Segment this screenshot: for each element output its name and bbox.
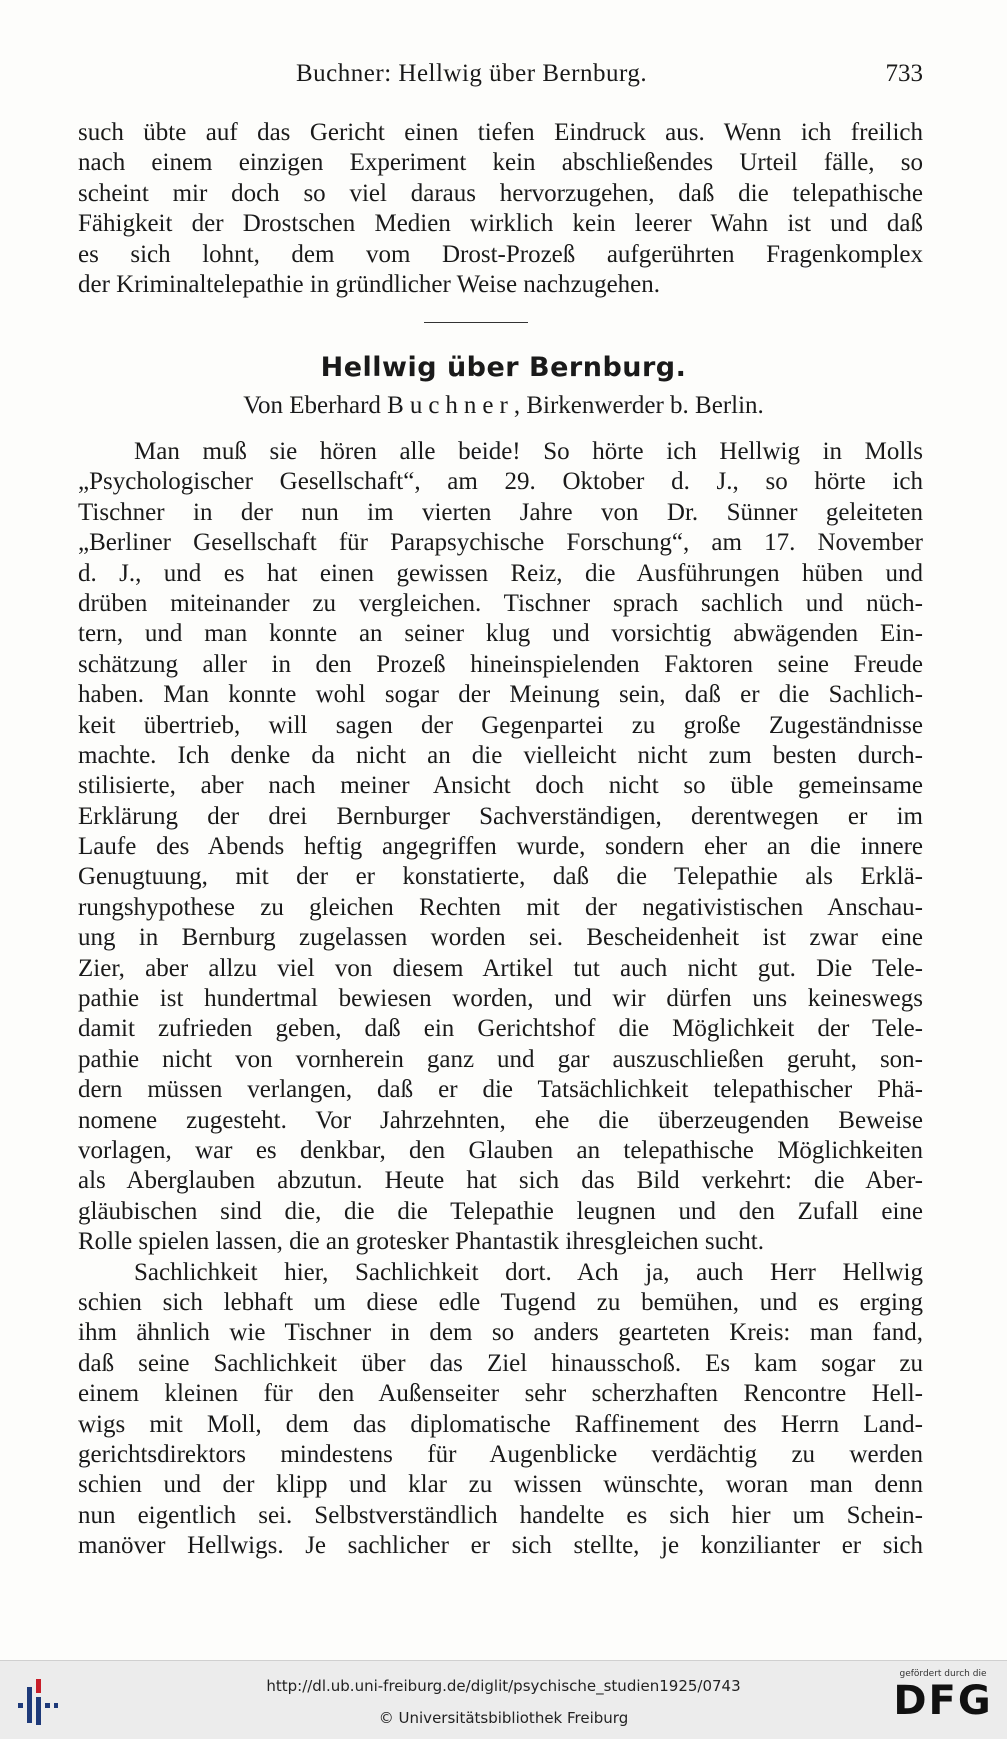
text-line: d. J., und es hat einen gewissen Reiz, die Ausführungen hüben und (78, 559, 923, 587)
text-line: pathie ist hundertmal bewiesen worden, und wir dürfen uns keineswegs (78, 985, 923, 1013)
text-line: Genugtuung, mit der er konstatierte, daß die Telepathie als Erklä- (78, 863, 923, 891)
text-line: vorlagen, war es denkbar, den Glauben an telepathische Möglichkeiten (78, 1136, 923, 1164)
byline-suffix: , Birkenwerder b. Berlin. (513, 392, 764, 419)
text-line: der Kriminaltelepathie in gründlicher Weise nachzugehen. (78, 270, 661, 298)
viewer-footer (0, 1660, 1007, 1739)
text-line: dern müssen verlangen, daß er die Tatsächlichkeit telepathischer Phä- (78, 1076, 923, 1104)
text-line: schien und der klipp und klar zu wissen wünschte, woran man denn (78, 1471, 923, 1499)
text-line: tern, und man konnte an seiner klug und vorsichtig abwägenden Ein- (78, 620, 923, 648)
text-line: es sich lohnt, dem vom Drost-Prozeß aufgerührten Fragenkomplex (78, 240, 923, 268)
text-line: Fähigkeit der Drostschen Medien wirklich kein leerer Wahn ist und daß (78, 210, 923, 238)
byline-prefix: Von Eberhard (243, 392, 381, 419)
text-line: rungshypothese zu gleichen Rechten mit der negativistischen Anschau- (78, 893, 923, 921)
text-line: damit zufrieden geben, daß ein Gerichtshof die Möglichkeit der Tele- (78, 1015, 923, 1043)
text-line: „Berliner Gesellschaft für Parapsychische Forschung“, am 17. November (78, 529, 923, 557)
article-title: Hellwig über Bernburg. (320, 352, 687, 383)
text-line: schien sich lebhaft um diese edle Tugend zu bemühen, und es erging (78, 1288, 923, 1316)
text-line: wigs mit Moll, dem das diplomatische Raffinement des Herrn Land- (78, 1410, 923, 1438)
intro-paragraph (78, 118, 923, 300)
page-number: 733 (885, 60, 923, 87)
permalink-url[interactable]: http://dl.ub.uni-freiburg.de/diglit/psychische_studien1925/0743 (266, 1677, 741, 1695)
text-line: pathie nicht von vornherein ganz und gar auszuschließen geruht, son- (78, 1045, 923, 1073)
text-line: schätzung aller in den Prozeß hineinspielenden Faktoren seine Freude (78, 650, 923, 678)
running-title: Buchner: Hellwig über Bernburg. (296, 60, 648, 87)
text-line: gerichtsdirektors mindestens für Augenblicke verdächtig zu werden (78, 1440, 923, 1468)
text-line: scheint mir doch so viel daraus hervorzugehen, daß die telepathische (78, 179, 923, 207)
dfg-logo-text: DFG (893, 1678, 993, 1724)
text-line: Sachlichkeit hier, Sachlichkeit dort. Ach ja, auch Herr Hellwig (134, 1258, 923, 1286)
running-head (0, 60, 1007, 96)
text-line: Erklärung der drei Bernburger Sachverständigen, derentwegen er im (78, 802, 923, 830)
text-line: Laufe des Abends heftig angegriffen wurde, sondern eher an die innere (78, 833, 923, 861)
section-separator (424, 322, 528, 323)
text-line: „Psychologischer Gesellschaft“, am 29. Oktober d. J., so hörte ich (78, 468, 923, 496)
text-line: einem kleinen für den Außenseiter sehr scherzhaften Rencontre Hell- (78, 1380, 923, 1408)
text-line: haben. Man konnte wohl sogar der Meinung sein, daß er die Sachlich- (78, 681, 923, 709)
text-line: nomene zugesteht. Vor Jahrzehnten, ehe die überzeugenden Beweise (78, 1106, 923, 1134)
text-line: ung in Bernburg zugelassen worden sei. Bescheidenheit ist zwar eine (78, 924, 923, 952)
text-line: Man muß sie hören alle beide! So hörte ich Hellwig in Molls (134, 438, 923, 465)
text-line: daß seine Sachlichkeit über das Ziel hinausschoß. Es kam sogar zu (78, 1349, 923, 1377)
text-line: nun eigentlich sei. Selbstverständlich handelte es sich hier um Schein- (78, 1501, 923, 1529)
text-line: keit übertrieb, will sagen der Gegenpartei zu große Zugeständnisse (78, 711, 923, 739)
text-line: als Aberglauben abzutun. Heute hat sich das Bild verkehrt: die Aber- (78, 1167, 923, 1195)
text-line: nach einem einzigen Experiment kein abschließendes Urteil fälle, so (78, 149, 923, 177)
text-line: Tischner in der nun im vierten Jahre von Dr. Sünner geleiteten (78, 498, 923, 526)
text-line: machte. Ich denke da nicht an die vielleicht nicht zum besten durch- (78, 741, 923, 769)
copyright-notice: © Universitätsbibliothek Freiburg (378, 1709, 629, 1727)
text-line: such übte auf das Gericht einen tiefen Eindruck aus. Wenn ich freilich (78, 119, 923, 146)
text-line: stilisierte, aber nach meiner Ansicht doch nicht so üble gemeinsame (78, 772, 923, 800)
text-line: manöver Hellwigs. Je sachlicher er sich stellte, je konzilianter er sich (78, 1532, 923, 1560)
text-line: ihm ähnlich wie Tischner in dem so anders gearteten Kreis: man fand, (78, 1319, 923, 1347)
byline (0, 392, 1007, 420)
text-line: Zier, aber allzu viel von diesem Artikel tut auch nicht gut. Die Tele- (78, 954, 923, 982)
dfg-caption: gefördert durch die (899, 1669, 987, 1679)
text-line: gläubischen sind die, die die Telepathie leugnen und den Zufall eine (78, 1197, 923, 1225)
article-body (78, 437, 923, 1561)
byline-author: Buchner (387, 392, 514, 419)
dfg-logo (889, 1669, 997, 1733)
text-line: drüben miteinander zu vergleichen. Tischner sprach sachlich und nüch- (78, 589, 923, 617)
text-line: Rolle spielen lassen, die an grotesker Phantastik ihresgleichen sucht. (78, 1228, 764, 1256)
